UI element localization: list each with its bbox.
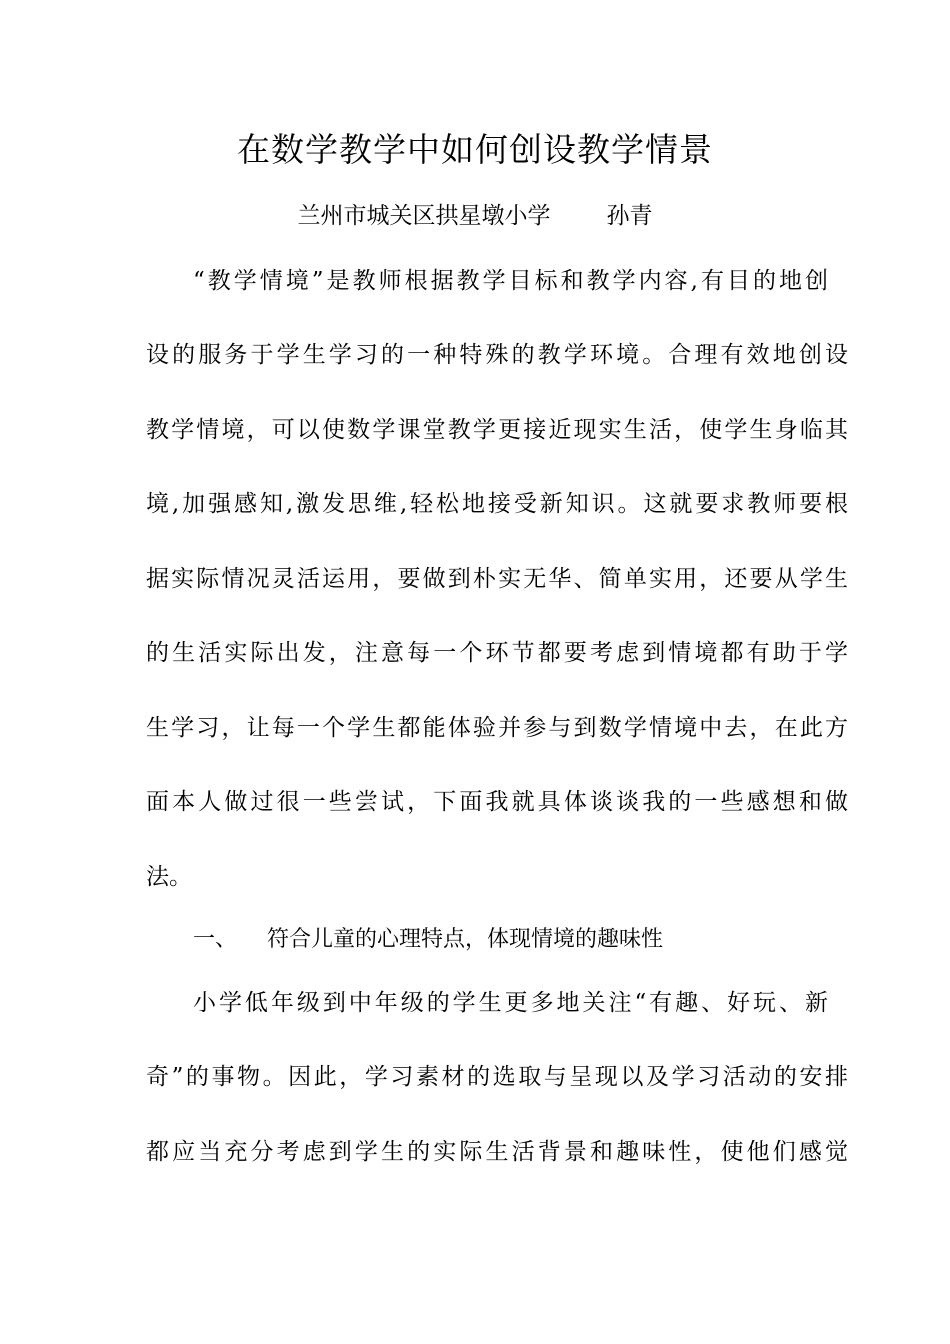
paragraph-line: 据实际情况灵活运用，要做到朴实无华、简单实用，还要从学生 (146, 566, 848, 592)
section-heading (193, 920, 663, 960)
author-name: 孙青 (606, 203, 653, 229)
paragraph-line: 小学低年级到中年级的学生更多地关注“有趣、好玩、新 (193, 990, 828, 1016)
paragraph-line: 都应当充分考虑到学生的实际生活背景和趣味性，使他们感觉 (146, 1139, 848, 1165)
paragraph-line: 生学习，让每一个学生都能体验并参与到数学情境中去，在此方 (146, 715, 848, 741)
paragraph-line: 设的服务于学生学习的一种特殊的教学环境。合理有效地创设 (146, 342, 848, 368)
paragraph-line: 的生活实际出发，注意每一个环节都要考虑到情境都有助于学 (146, 640, 848, 666)
section-title: 符合儿童的心理特点，体现情境的趣味性 (267, 927, 664, 952)
paragraph-line: 奇”的事物。因此，学习素材的选取与呈现以及学习活动的安排 (146, 1064, 848, 1090)
paragraph-line: “教学情境”是教师根据教学目标和教学内容,有目的地创 (193, 268, 828, 294)
section-number: 一、 (193, 927, 238, 952)
paragraph-line: 教学情境，可以使数学课堂教学更接近现实生活，使学生身临其 (146, 417, 848, 443)
paragraph-line: 面本人做过很一些尝试，下面我就具体谈谈我的一些感想和做 (146, 789, 848, 815)
author-school: 兰州市城关区拱星墩小学 (297, 203, 551, 229)
document-title: 在数学教学中如何创设教学情景 (237, 130, 713, 169)
paragraph-line: 法。 (146, 864, 192, 890)
paragraph-line: 境,加强感知,激发思维,轻松地接受新知识。这就要求教师要根 (146, 491, 848, 517)
author-line (0, 199, 950, 233)
